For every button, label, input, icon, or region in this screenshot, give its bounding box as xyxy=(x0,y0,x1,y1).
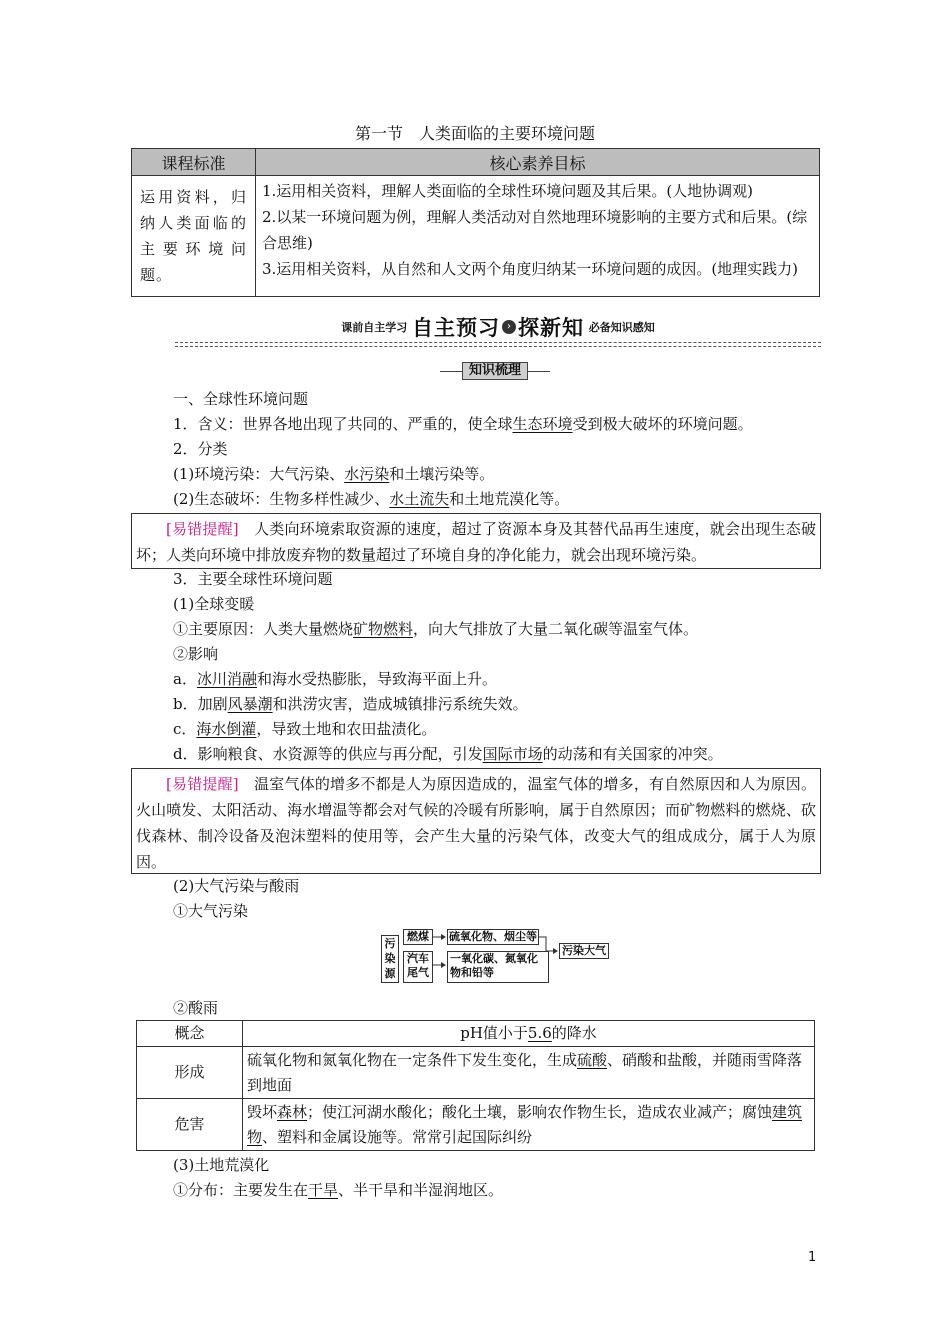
page-number: 1 xyxy=(808,1250,817,1265)
acid-row-value: 毁坏森林；使江河湖水酸化；酸化土壤，影响农作物生长，造成农业减产；腐蚀建筑物、塑料和金属设施等。常常引起国际纠纷 xyxy=(243,1099,815,1151)
section-banner xyxy=(175,312,821,348)
text-line: d．影响粮食、水资源等的供应与再分配，引发国际市场的动荡和有关国家的冲突。 xyxy=(173,745,723,763)
warning-label: [易错提醒] xyxy=(166,775,239,793)
standards-header-goals: 核心素养目标 xyxy=(256,149,820,176)
text-line: ②酸雨 xyxy=(173,999,219,1017)
text-line: 1．含义：世界各地出现了共同的、严重的，使全球生态环境受到极大破坏的环境问题。 xyxy=(173,415,753,433)
text-line: (3)土地荒漠化 xyxy=(173,1156,270,1174)
goal-item: 3.运用相关资料，从自然和人文两个角度归纳某一环境问题的成因。(地理实践力) xyxy=(262,260,799,278)
acid-row-key: 概念 xyxy=(137,1021,243,1047)
banner-left-label: 课前自主学习 xyxy=(341,321,408,334)
text-line: (1)环境污染：大气污染、水污染和土壤污染等。 xyxy=(173,465,495,483)
acid-row-value: 硫氧化物和氮氧化物在一定条件下发生变化，生成硫酸、硝酸和盐酸，并随雨雪降落到地面 xyxy=(243,1047,815,1099)
arrow-circle-icon: › xyxy=(502,320,516,334)
text-line: ②影响 xyxy=(173,645,219,663)
goal-item: 1.运用相关资料，理解人类面临的全球性环境问题及其后果。(人地协调观) xyxy=(262,182,754,200)
warning-text: 人类向环境索取资源的速度，超过了资源本身及其替代品再生速度，就会出现生态破坏；人类向环境中排放废弃物的数量超过了环境自身的净化能力，就会出现环境污染。 xyxy=(136,520,816,564)
standards-course-text: 运用资料，归纳人类面临的主要环境问题。 xyxy=(132,176,256,297)
flow-source: 污染源 xyxy=(381,935,399,983)
standards-goals xyxy=(256,176,820,297)
air-pollution-flowchart xyxy=(381,927,611,989)
warning-text: 温室气体的增多不都是人为原因造成的，温室气体的增多，有自然原因和人为原因。火山喷发、太阳活动、海水增温等都会对气候的冷暖有所影响，属于自然原因；而矿物燃料的燃烧、砍伐森林、制冷设备及泡沫塑料的使用等，会产生大量的污染气体，改变大气的组成成分，属于人为原因。 xyxy=(136,775,816,871)
warning-box xyxy=(131,513,821,569)
flow-coal: 燃煤 xyxy=(403,929,433,945)
warning-label: [易错提醒] xyxy=(166,520,239,538)
flow-car: 汽车尾气 xyxy=(403,951,433,983)
text-line: a．冰川消融和海水受热膨胀，导致海平面上升。 xyxy=(173,670,497,688)
text-line: ①分布：主要发生在干旱、半干旱和半湿润地区。 xyxy=(173,1181,504,1199)
heading-global: 一、全球性环境问题 xyxy=(173,390,309,408)
acid-row-key: 形成 xyxy=(137,1047,243,1099)
text-line: ①大气污染 xyxy=(173,902,249,920)
acid-row-key: 危害 xyxy=(137,1099,243,1151)
warning-box xyxy=(131,768,821,874)
text-line: ①主要原因：人类大量燃烧矿物燃料，向大气排放了大量二氧化碳等温室气体。 xyxy=(173,620,699,638)
banner-title-right: 探新知 xyxy=(518,316,584,340)
flow-coal-output: 硫氧化物、烟尘等 xyxy=(449,930,537,943)
text-line: (2)生态破坏：生物多样性减少、水土流失和土地荒漠化等。 xyxy=(173,490,570,508)
goal-item: 2.以某一环境问题为例，理解人类活动对自然地理环境影响的主要方式和后果。(综合思维) xyxy=(262,208,808,252)
banner-title-left: 自主预习 xyxy=(412,316,500,340)
text-line: (2)大气污染与酸雨 xyxy=(173,877,300,895)
page-title: 第一节 人类面临的主要环境问题 xyxy=(354,124,595,143)
text-line: 2．分类 xyxy=(173,440,228,458)
text-line: b．加剧风暴潮和洪涝灾害，造成城镇排污系统失效。 xyxy=(173,695,528,713)
standards-table xyxy=(131,148,820,297)
text-line: (1)全球变暖 xyxy=(173,595,255,613)
text-line: c．海水倒灌，导致土地和农田盐渍化。 xyxy=(173,720,437,738)
standards-header-course: 课程标准 xyxy=(132,149,256,176)
flow-result: 污染大气 xyxy=(559,943,609,959)
text-line: 3．主要全球性环境问题 xyxy=(173,570,333,588)
knowledge-tag-label: 知识梳理 xyxy=(462,362,528,380)
acid-rain-table xyxy=(136,1020,815,1151)
banner-right-label: 必备知识感知 xyxy=(588,321,655,334)
knowledge-tag xyxy=(440,360,550,380)
flow-car-output: 一氧化碳、氮氧化物和铅等 xyxy=(447,951,549,983)
acid-row-value: pH值小于5.6的降水 xyxy=(243,1021,815,1047)
